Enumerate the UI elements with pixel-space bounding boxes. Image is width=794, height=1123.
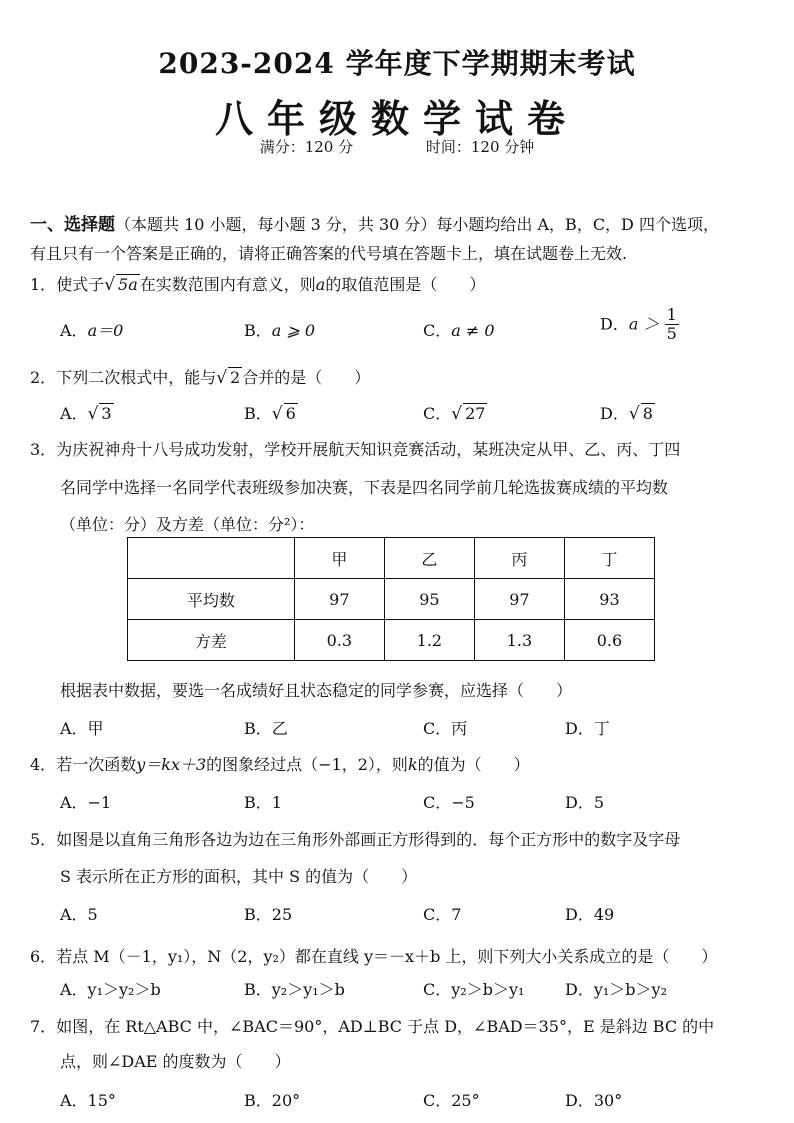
table-cell: 丁 <box>564 538 654 579</box>
q1-option-d: D．a ＞ $\frac{1}{5}$ <box>600 305 677 344</box>
question-6: 6．若点 M（－1，y₁），N（2，y₂）都在直线 y＝－x＋b 上，则下列大小关系成立的是（ ） <box>30 947 718 966</box>
table-cell <box>128 538 295 579</box>
q2-post: 合并的是（ ） <box>242 368 371 387</box>
q7-option-c: C．25° <box>423 1091 480 1110</box>
section-intro-a: （本题共 10 小题，每小题 3 分，共 30 分）每小题均给出 A，B，C，D 四个选项， <box>115 215 719 234</box>
table-cell: 甲 <box>294 538 384 579</box>
full-score: 满分：120 分 <box>259 138 354 156</box>
q4-option-d: D．5 <box>565 793 605 812</box>
q2-pre: 下列二次根式中，能与 <box>56 368 217 387</box>
exam-title: 2023-2024 学年度下学期期末考试 <box>158 47 636 80</box>
q6-option-b: B．y₂＞y₁＞b <box>244 980 345 999</box>
q4-option-a: A．−1 <box>60 793 112 812</box>
q4-option-b: B．1 <box>244 793 282 812</box>
table-cell: 1.3 <box>474 620 564 661</box>
q5-option-a: A．5 <box>60 905 98 924</box>
exam-time: 时间：120 分钟 <box>425 138 535 156</box>
q1-radicand: 5a <box>118 275 138 294</box>
q5-line-2: S 表示所在正方形的面积，其中 S 的值为（ ） <box>60 867 418 886</box>
question-2: 2．下列二次根式中，能与√ 2 合并的是（ ） <box>30 368 371 388</box>
q7-line-2: 点，则∠DAE 的度数为（ ） <box>60 1052 291 1071</box>
question-7: 7．如图，在 Rt△ABC 中，∠BAC＝90°，AD⊥BC 于点 D，∠BAD＝35°，E 是斜边 BC 的中 <box>30 1017 715 1036</box>
section-intro <box>30 210 770 235</box>
table-cell: 97 <box>474 579 564 620</box>
q2-option-a: A．√ 3 <box>60 404 112 424</box>
table-cell: 丙 <box>474 538 564 579</box>
q1-option-b: B．a ⩾ 0 <box>244 321 316 340</box>
q6-option-a: A．y₁＞y₂＞b <box>60 980 161 999</box>
table-header-row <box>128 538 655 579</box>
question-4: 4．若一次函数y＝kx＋3的图象经过点（−1，2），则k的值为（ ） <box>30 755 530 774</box>
exam-subtitle: 八年级数学试卷 <box>214 96 579 141</box>
exam-meta <box>0 136 794 157</box>
q7-option-b: B．20° <box>244 1091 301 1110</box>
q6-option-d: D．y₁＞b＞y₂ <box>565 980 667 999</box>
table-cell: 1.2 <box>384 620 474 661</box>
q3-option-b: B．乙 <box>244 719 288 738</box>
q4-option-c: C．−5 <box>423 793 475 812</box>
table-cell: 93 <box>564 579 654 620</box>
q2-radicand: 2 <box>230 368 241 387</box>
q1-pre: 使式子 <box>56 275 105 294</box>
question-1: 1．使式子√ 5a 在实数范围内有意义，则a的取值范围是（ ） <box>30 275 486 295</box>
table-cell: 平均数 <box>128 579 295 620</box>
table-row <box>128 579 655 620</box>
table-cell: 95 <box>384 579 474 620</box>
q1-number: 1． <box>30 275 57 294</box>
table-cell: 97 <box>294 579 384 620</box>
table-cell: 0.3 <box>294 620 384 661</box>
section-intro-b: 有且只有一个答案是正确的，请将正确答案的代号填在答题卡上，填在试题卷上无效. <box>30 244 628 263</box>
table-cell: 方差 <box>128 620 295 661</box>
q6-option-c: C．y₂＞b＞y₁ <box>423 980 525 999</box>
question-3: 3．为庆祝神舟十八号成功发射，学校开展航天知识竞赛活动，某班决定从甲、乙、丙、丁四 <box>30 440 681 459</box>
q1-option-c: C．a ≠ 0 <box>423 321 495 340</box>
q3-line-3: （单位：分）及方差（单位：分²）： <box>60 515 315 534</box>
section-heading: 一、选择题 <box>30 215 115 235</box>
table-cell: 0.6 <box>564 620 654 661</box>
question-5: 5．如图是以直角三角形各边为边在三角形外部画正方形得到的．每个正方形中的数字及字母 <box>30 830 681 849</box>
score-table <box>127 537 655 661</box>
q1-option-a: A．a＝0 <box>60 321 124 340</box>
q3-option-a: A．甲 <box>60 719 104 738</box>
table-row <box>128 620 655 661</box>
q7-option-d: D．30° <box>565 1091 623 1110</box>
q3-question: 根据表中数据，要选一名成绩好且状态稳定的同学参赛，应选择（ ） <box>60 681 573 700</box>
q2-option-c: C．√ 27 <box>423 404 486 424</box>
q2-option-d: D．√ 8 <box>600 404 653 424</box>
q5-option-b: B．25 <box>244 905 293 924</box>
q1-post: 在实数范围内有意义，则 <box>139 275 316 294</box>
q5-option-c: C．7 <box>423 905 462 924</box>
q3-option-d: D．丁 <box>565 719 610 738</box>
q5-option-d: D．49 <box>565 905 615 924</box>
q2-option-b: B．√ 6 <box>244 404 296 424</box>
q1-post2: 的取值范围是（ ） <box>325 275 486 294</box>
q3-option-c: C．丙 <box>423 719 468 738</box>
q3-line-2: 名同学中选择一名同学代表班级参加决赛，下表是四名同学前几轮选拔赛成绩的平均数 <box>60 478 669 497</box>
q1-var: a <box>315 275 326 294</box>
table-cell: 乙 <box>384 538 474 579</box>
q7-option-a: A．15° <box>60 1091 116 1110</box>
q2-number: 2． <box>30 368 57 387</box>
